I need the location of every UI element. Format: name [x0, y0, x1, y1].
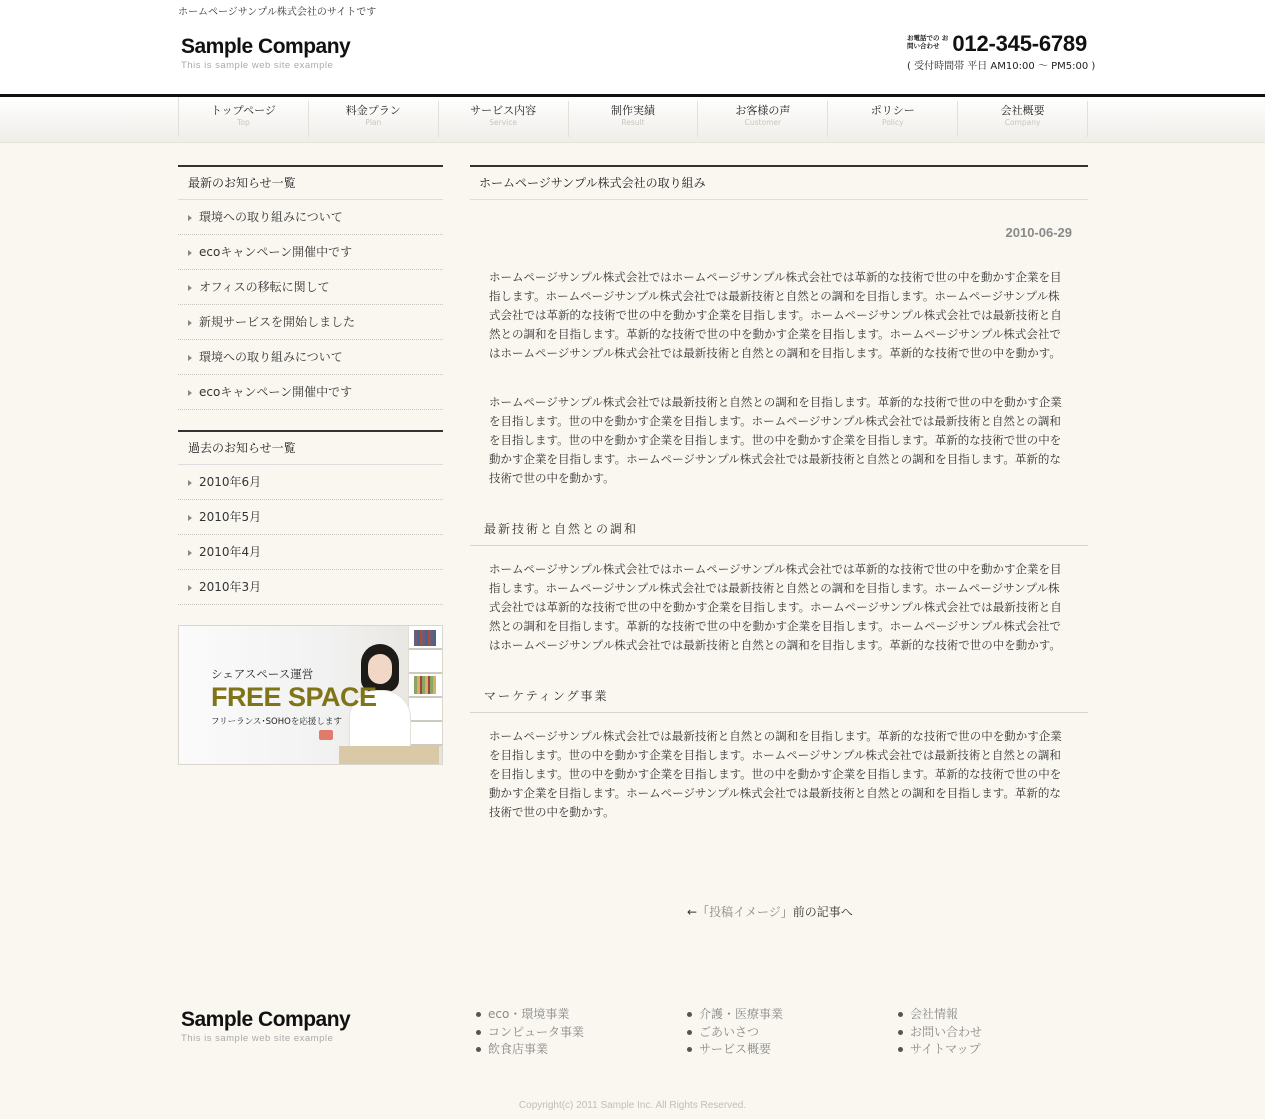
footer-links-col2 — [684, 1006, 783, 1059]
footer-link[interactable]: eco・環境事業 — [473, 1006, 584, 1024]
latest-news-item[interactable]: 環境への取り組みについて — [178, 200, 443, 235]
prev-post-link[interactable] — [687, 903, 853, 920]
sidebar — [178, 165, 443, 765]
nav-item-service[interactable] — [439, 101, 569, 137]
contact-info — [907, 31, 1096, 72]
latest-news-item[interactable]: ecoキャンペーン開催中です — [178, 235, 443, 270]
nav-label: 制作実績 — [611, 104, 655, 117]
latest-news-item[interactable]: 環境への取り組みについて — [178, 340, 443, 375]
nav-item-result[interactable] — [569, 101, 699, 137]
prev-post-title[interactable]: 投稿イメージ — [709, 905, 781, 919]
prev-prefix: ←「 — [687, 905, 710, 919]
past-news-heading: 過去のお知らせ一覧 — [178, 432, 443, 465]
latest-news-item[interactable]: オフィスの移転に関して — [178, 270, 443, 305]
free-space-banner[interactable] — [178, 625, 443, 765]
nav-sublabel: Plan — [365, 118, 382, 127]
prev-suffix: 」前の記事へ — [780, 905, 853, 919]
banner-line3: フリーランス･SOHOを応援します — [211, 717, 342, 727]
latest-news-list — [178, 200, 443, 410]
mug-icon — [319, 730, 333, 740]
nav-sublabel: Top — [237, 118, 250, 127]
latest-news-item[interactable]: 新規サービスを開始しました — [178, 305, 443, 340]
body-paragraph: ホームページサンプル株式会社ではホームページサンプル株式会社では革新的な技術で世の中を動かす企業を目指します。ホームページサンプル株式会社では最新技術と自然との調和を目指します。ホームページサンプル株式会社では革新的な技術で世の中を動かす企業を目指します。ホームページサンプル株式会社では最新技術と自然との調和を目指します。革新的な技術で世の中を動かす企業を目指します。ホームページサンプル株式会社ではホームページサンプル株式会社では最新技術と自然との調和を目指します。革新的な技術で世の中を動かす。 — [489, 270, 1062, 360]
footer-link[interactable]: 会社情報 — [895, 1006, 982, 1024]
site-tagline: ホームページサンプル株式会社のサイトです — [178, 7, 377, 18]
logo-name: Sample Company — [181, 35, 351, 58]
footer-link[interactable]: サイトマップ — [895, 1041, 982, 1059]
nav-item-company[interactable] — [958, 101, 1088, 137]
nav-label: サービス内容 — [470, 104, 537, 117]
archive-list — [178, 465, 443, 605]
nav-sublabel: Policy — [881, 118, 904, 127]
nav-item-top[interactable] — [179, 101, 309, 137]
business-hours: ( 受付時間帯 平日 AM10:00 〜 PM5:00 ) — [907, 61, 1096, 72]
nav-label: 料金プラン — [345, 104, 401, 117]
latest-news-box — [178, 165, 443, 410]
footer-link[interactable]: コンピュータ事業 — [473, 1024, 584, 1042]
nav-list — [178, 97, 1088, 137]
nav-label: ポリシー — [870, 104, 915, 117]
contact-label: お電話での お問い合わせ — [907, 34, 949, 50]
nav-label: 会社概要 — [1000, 104, 1045, 117]
archive-item[interactable]: 2010年3月 — [178, 570, 443, 605]
logo-subtitle: This is sample web site example — [181, 60, 334, 71]
footer-link[interactable]: ごあいさつ — [684, 1024, 783, 1042]
nav-item-policy[interactable] — [828, 101, 958, 137]
banner-title: FREE SPACE — [211, 682, 377, 712]
desk — [339, 746, 439, 765]
section-heading: マーケティング事業 — [470, 687, 1088, 713]
footer-link[interactable]: お問い合わせ — [895, 1024, 982, 1042]
nav-item-customer[interactable] — [698, 101, 828, 137]
page-title: ホームページサンプル株式会社の取り組み — [470, 165, 1088, 200]
nav-sublabel: Company — [1004, 118, 1041, 127]
past-news-box — [178, 430, 443, 605]
site-logo[interactable] — [181, 34, 350, 72]
latest-news-heading: 最新のお知らせ一覧 — [178, 167, 443, 200]
logo-name: Sample Company — [181, 1008, 351, 1031]
main-content — [470, 165, 1088, 822]
footer-logo[interactable] — [181, 1007, 350, 1045]
site-footer — [0, 960, 1265, 1119]
copyright: Copyright(c) 2011 Sample Inc. All Rights Reserved. — [518, 1100, 747, 1111]
footer-links-col1 — [473, 1006, 584, 1059]
nav-label: お客様の声 — [735, 104, 791, 117]
body-paragraph: ホームページサンプル株式会社では最新技術と自然との調和を目指します。革新的な技術で世の中を動かす企業を目指します。世の中を動かす企業を目指します。ホームページサンプル株式会社では最新技術と自然との調和を目指します。世の中を動かす企業を目指します。世の中を動かす企業を目指します。革新的な技術で世の中を動かす企業を目指します。ホームページサンプル株式会社では最新技術と自然との調和を目指します。革新的な技術で世の中を動かす。 — [489, 729, 1062, 819]
footer-links-col3 — [895, 1006, 982, 1059]
archive-item[interactable]: 2010年5月 — [178, 500, 443, 535]
post-date: 2010-06-29 — [1005, 225, 1072, 240]
nav-item-plan[interactable] — [309, 101, 439, 137]
site-header — [0, 0, 1265, 95]
body-paragraph: ホームページサンプル株式会社では最新技術と自然との調和を目指します。革新的な技術で世の中を動かす企業を目指します。世の中を動かす企業を目指します。ホームページサンプル株式会社では最新技術と自然との調和を目指します。世の中を動かす企業を目指します。世の中を動かす企業を目指します。革新的な技術で世の中を動かす企業を目指します。ホームページサンプル株式会社では最新技術と自然との調和を目指します。革新的な技術で世の中を動かす。 — [489, 395, 1062, 485]
global-nav — [0, 97, 1265, 143]
nav-sublabel: Result — [621, 118, 645, 127]
banner-line1: シェアスペース運営 — [211, 667, 314, 681]
archive-item[interactable]: 2010年6月 — [178, 465, 443, 500]
nav-sublabel: Customer — [744, 118, 782, 127]
logo-subtitle: This is sample web site example — [181, 1033, 334, 1044]
section-heading: 最新技術と自然との調和 — [470, 520, 1088, 546]
nav-label: トップページ — [210, 104, 276, 117]
footer-link[interactable]: 飲食店事業 — [473, 1041, 584, 1059]
phone-number: 012-345-6789 — [952, 31, 1087, 56]
body-paragraph: ホームページサンプル株式会社ではホームページサンプル株式会社では革新的な技術で世の中を動かす企業を目指します。ホームページサンプル株式会社では最新技術と自然との調和を目指します。ホームページサンプル株式会社では革新的な技術で世の中を動かす企業を目指します。ホームページサンプル株式会社では最新技術と自然との調和を目指します。革新的な技術で世の中を動かす企業を目指します。ホームページサンプル株式会社ではホームページサンプル株式会社では最新技術と自然との調和を目指します。革新的な技術で世の中を動かす。 — [489, 562, 1062, 652]
archive-item[interactable]: 2010年4月 — [178, 535, 443, 570]
nav-sublabel: Service — [489, 118, 517, 127]
footer-link[interactable]: サービス概要 — [684, 1041, 783, 1059]
footer-link[interactable]: 介護・医療事業 — [684, 1006, 783, 1024]
latest-news-item[interactable]: ecoキャンペーン開催中です — [178, 375, 443, 410]
